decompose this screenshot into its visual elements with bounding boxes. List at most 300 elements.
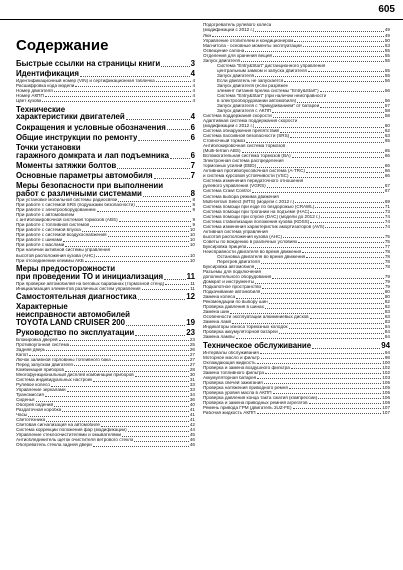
toc-section-heading[interactable]	[16, 182, 195, 198]
dot-leader	[247, 247, 383, 248]
dot-leader	[54, 406, 189, 407]
toc-entry-title: Замена шин	[203, 310, 230, 315]
toc-entry-title: Перегрев двигателя	[217, 259, 260, 264]
dot-leader	[298, 242, 384, 243]
dot-leader	[108, 236, 189, 237]
toc-entry-title: Проверка давления в шинах	[203, 305, 264, 310]
toc-entry-title: Цвет кузова	[16, 98, 42, 103]
toc-entry-title: Задняя дверь	[16, 347, 46, 352]
toc-entry[interactable]	[16, 343, 195, 348]
toc-entry[interactable]	[16, 254, 195, 259]
toc-page-number: 9	[192, 223, 195, 228]
toc-entry[interactable]	[203, 396, 390, 401]
toc-page-number: 83	[384, 320, 390, 325]
toc-page-number: 63	[384, 134, 390, 139]
toc-entry[interactable]	[16, 423, 195, 428]
toc-entry[interactable]	[16, 373, 195, 378]
toc-entry[interactable]	[16, 378, 195, 383]
dot-leader	[262, 288, 384, 289]
toc-entry[interactable]	[203, 295, 390, 300]
toc-entry-title: (Multi-terrain ABS)	[203, 149, 241, 154]
toc-entry-title: Аккумуляторная батарея	[203, 375, 257, 380]
toc-heading-line: гаражного домкрата и лап подъемника	[16, 151, 170, 160]
toc-entry[interactable]	[203, 200, 390, 205]
dot-leader	[136, 206, 192, 207]
toc-page-number: 4	[192, 78, 195, 83]
dot-leader	[242, 152, 384, 153]
toc-page-number: 27	[189, 362, 195, 367]
toc-page-number: 83	[384, 310, 390, 315]
dot-leader	[303, 46, 384, 47]
toc-entry[interactable]	[203, 391, 390, 396]
toc-entry[interactable]	[203, 174, 390, 179]
toc-entry-title: Буксировка прицепа	[203, 244, 247, 249]
toc-entry-title: Обогреватель стекла задней двери	[16, 443, 92, 448]
toc-page-number: 73	[384, 209, 390, 214]
toc-page-number: 74	[384, 224, 390, 229]
toc-page-number: 9	[192, 218, 195, 223]
toc-entry[interactable]	[203, 335, 390, 340]
toc-entry[interactable]	[203, 215, 390, 220]
toc-entry[interactable]	[203, 280, 390, 285]
toc-entry-title: Система изменения характеристик амортизаторов (AVS)	[203, 224, 325, 229]
toc-entry[interactable]	[203, 225, 390, 230]
toc-entry[interactable]	[203, 230, 390, 235]
toc-entry-title: Номер АКПП	[16, 93, 44, 98]
toc-entry[interactable]	[203, 265, 390, 270]
toc-page-number: 19	[186, 319, 195, 328]
toc-heading-line: Меры предосторожности	[16, 265, 116, 274]
toc-entry[interactable]	[16, 223, 195, 228]
toc-entry[interactable]	[203, 104, 390, 109]
dot-leader	[310, 212, 383, 213]
toc-heading-line: TOYOTA LAND CRUISER 200	[16, 319, 126, 328]
toc-entry-title: Антиблокировочная система тормозов	[203, 144, 286, 149]
toc-section-heading[interactable]	[16, 303, 195, 327]
dot-leader	[261, 263, 384, 264]
toc-entry-title: При работе с электрооборудованием	[16, 208, 96, 213]
toc-entry[interactable]	[16, 79, 195, 84]
dot-leader	[289, 388, 381, 389]
toc-entry[interactable]	[203, 74, 390, 79]
toc-entry[interactable]	[16, 213, 195, 218]
toc-entry[interactable]	[203, 169, 390, 174]
toc-entry[interactable]	[16, 438, 195, 443]
toc-entry[interactable]	[203, 351, 390, 356]
dot-leader	[257, 378, 381, 379]
toc-page-number: 11	[190, 286, 195, 291]
dot-leader	[28, 416, 189, 417]
toc-entry-title: При работе с маслами	[16, 243, 65, 248]
toc-entry[interactable]	[203, 139, 390, 144]
toc-page-number: 55	[384, 48, 390, 53]
toc-entry[interactable]	[203, 305, 390, 310]
toc-page-number: 78	[384, 254, 390, 259]
toc-page-number: 8	[192, 198, 195, 203]
toc-section-heading[interactable]	[16, 60, 195, 68]
dot-leader	[297, 102, 384, 103]
toc-entry[interactable]	[203, 210, 390, 215]
dot-leader	[65, 246, 189, 247]
toc-entry[interactable]	[203, 366, 390, 371]
dot-leader	[126, 119, 190, 120]
toc-entry-title: Освещение салона	[203, 48, 245, 53]
toc-entry-title: Моменты затяжки болтов	[16, 161, 117, 170]
toc-entry[interactable]	[16, 413, 195, 418]
toc-entry-title: (модификации с 2012 г.)	[203, 28, 255, 33]
toc-entry-title: Идентификационный номер (VIN) и сертификационная табличка	[16, 78, 155, 83]
toc-page-number: 30	[189, 372, 195, 377]
toc-entry-title: Запуск двигателя	[217, 73, 254, 78]
toc-entry[interactable]	[203, 411, 390, 416]
toc-entry[interactable]	[203, 260, 390, 265]
dot-leader	[112, 360, 189, 361]
toc-entry-title: Магнитола - основные моменты эксплуатации	[203, 43, 302, 48]
toc-entry[interactable]	[203, 285, 390, 290]
toc-entry[interactable]	[203, 376, 390, 381]
toc-entry[interactable]	[203, 149, 390, 154]
toc-entry[interactable]	[203, 270, 390, 275]
toc-entry[interactable]	[203, 114, 390, 119]
toc-entry-title: Проверка и замена приводных ремней агрегатов	[203, 400, 308, 405]
toc-page-number: 50	[384, 38, 390, 43]
toc-entry[interactable]	[203, 310, 390, 315]
toc-entry-title: Запуск двигателя с АКПП	[217, 108, 272, 113]
toc-entry[interactable]	[203, 94, 390, 99]
toc-entry-title: Активная система управления	[203, 229, 268, 234]
toc-entry-title: Рабочая жидкость АКПП	[203, 410, 256, 415]
toc-page-number: 66	[384, 174, 390, 179]
toc-entry[interactable]	[203, 315, 390, 320]
dot-leader	[283, 237, 384, 238]
toc-section-heading[interactable]	[16, 106, 195, 122]
dot-leader	[257, 413, 382, 414]
toc-page-number: 58	[384, 114, 390, 118]
toc-entry-title: Замена лампы	[203, 335, 235, 340]
toc-entry[interactable]	[16, 228, 195, 233]
toc-entry[interactable]	[203, 330, 390, 335]
toc-entry-title: Общие инструкции по ремонту	[16, 133, 138, 142]
toc-page-number: 80	[384, 295, 390, 300]
toc-entry-title: Сокращения и условные обозначения	[16, 123, 166, 132]
toc-entry-title: При работе с топливной системой	[16, 223, 90, 228]
toc-entry-title: Система помощи при трогании на подъеме (HAC)	[203, 209, 310, 214]
toc-entry[interactable]	[16, 353, 195, 358]
toc-page-number: 100	[382, 360, 390, 365]
toc-entry-title: Неисправности двигателя во время движения	[203, 249, 302, 254]
toc-entry[interactable]	[203, 361, 390, 366]
toc-entry[interactable]	[203, 144, 390, 149]
toc-entry[interactable]	[16, 348, 195, 353]
toc-entry-title: Остановка двигателя во время движения	[217, 254, 306, 259]
toc-entry[interactable]	[203, 119, 390, 124]
toc-page-number: 11	[190, 281, 195, 286]
toc-entry[interactable]	[16, 89, 195, 94]
toc-entry-title: Противоугонная система	[16, 342, 70, 347]
toc-entry[interactable]	[16, 233, 195, 238]
dot-leader	[118, 201, 191, 202]
toc-entry[interactable]	[16, 403, 195, 408]
toc-entry[interactable]	[16, 338, 195, 343]
toc-entry-title: Проверка натяжения приводного ремня	[203, 385, 288, 390]
toc-page-number: 102	[382, 365, 390, 370]
toc-page-number: 4	[192, 83, 195, 88]
toc-entry[interactable]	[16, 287, 195, 292]
toc-section-heading[interactable]	[16, 144, 195, 160]
toc-section-heading[interactable]	[16, 172, 195, 180]
toc-entry[interactable]	[203, 129, 390, 134]
dot-leader	[62, 411, 189, 412]
toc-entry[interactable]	[203, 255, 390, 260]
toc-page-number: 56	[384, 88, 390, 93]
toc-entry[interactable]	[203, 320, 390, 325]
toc-entry[interactable]	[203, 89, 390, 94]
toc-entry[interactable]	[16, 99, 195, 104]
dot-leader	[51, 386, 189, 387]
toc-entry-title: Подкачивание автомобиля	[203, 290, 261, 295]
dot-leader	[255, 127, 383, 128]
dot-leader	[82, 231, 189, 232]
toc-entry[interactable]	[203, 49, 390, 54]
toc-entry-title: Запуск двигателя	[203, 58, 240, 63]
toc-page-number: 4	[192, 88, 195, 93]
toc-entry[interactable]	[203, 245, 390, 250]
toc-page-number: 23	[189, 337, 195, 342]
dot-leader	[261, 293, 383, 294]
toc-heading-line: работ с различными системами	[16, 189, 142, 198]
toc-page-number: 82	[384, 305, 390, 310]
toc-entry[interactable]	[203, 23, 390, 28]
toc-page-number: 3	[190, 60, 195, 69]
toc-page-number: 28	[189, 367, 195, 372]
toc-page-number: 102	[382, 370, 390, 375]
toc-entry[interactable]	[203, 124, 390, 129]
toc-entry[interactable]	[203, 134, 390, 139]
dot-leader	[289, 328, 384, 329]
dot-leader	[310, 222, 384, 223]
toc-entry[interactable]	[203, 381, 390, 386]
toc-entry[interactable]	[203, 54, 390, 59]
dot-leader	[264, 383, 382, 384]
dot-leader	[321, 217, 384, 218]
dot-leader	[42, 101, 191, 102]
toc-page-number: 103	[382, 375, 390, 380]
toc-entry-title: Стояночный тормоз	[203, 139, 246, 144]
toc-entry-title: Индикаторы износа тормозных колодок	[203, 325, 288, 330]
toc-page-number: 6	[190, 123, 195, 132]
toc-page-number: 84	[384, 325, 390, 330]
toc-entry-title: Проверка свечей зажигания	[203, 380, 263, 385]
dot-leader	[54, 91, 192, 92]
toc-page-number: 10	[189, 253, 195, 258]
toc-entry[interactable]	[203, 69, 390, 74]
toc-page-number: 66	[384, 169, 390, 174]
toc-entry-title: Система "Entry&Start" (при наличии неисправности	[217, 93, 327, 98]
toc-entry[interactable]	[203, 184, 390, 189]
toc-page-number: 7	[190, 171, 195, 180]
toc-entry-title: Отделения для хранения вещей	[203, 53, 272, 58]
toc-entry[interactable]	[203, 64, 390, 69]
dot-leader	[80, 76, 190, 77]
dot-leader	[312, 348, 380, 349]
toc-entry-title: Рулевое колесо	[16, 383, 50, 387]
toc-page-number: 4	[190, 70, 195, 79]
toc-page-number: 80	[384, 290, 390, 295]
dot-leader	[280, 132, 384, 133]
toc-section-heading[interactable]	[203, 342, 390, 350]
toc-entry[interactable]	[16, 208, 195, 213]
toc-page-number: 65	[384, 149, 390, 154]
toc-entry[interactable]	[203, 154, 390, 159]
dot-leader	[252, 192, 384, 193]
toc-entry[interactable]	[16, 443, 195, 448]
toc-entry[interactable]	[16, 393, 195, 398]
toc-entry-title: высотой расположения кузова (AHC)	[203, 234, 283, 239]
toc-entry[interactable]	[203, 179, 390, 184]
toc-entry[interactable]	[16, 383, 195, 388]
dot-leader	[290, 137, 384, 138]
toc-entry[interactable]	[16, 259, 195, 264]
toc-entry[interactable]	[203, 205, 390, 210]
toc-page-number: 46	[189, 438, 195, 443]
toc-entry[interactable]	[16, 363, 195, 368]
toc-entry[interactable]	[16, 433, 195, 438]
toc-page-number: 12	[186, 293, 195, 302]
dot-leader	[246, 142, 383, 143]
toc-entry-title: Лючок заливной горловины топливного бака	[16, 357, 111, 362]
dot-leader	[154, 178, 190, 179]
dot-leader	[36, 401, 189, 402]
dot-leader	[267, 187, 384, 188]
toc-entry[interactable]	[16, 218, 195, 223]
dot-leader	[255, 76, 384, 77]
dot-leader	[257, 363, 382, 364]
dot-leader	[279, 333, 384, 334]
toc-page-number: 49	[384, 28, 390, 33]
toc-entry[interactable]	[203, 220, 390, 225]
toc-entry[interactable]	[203, 99, 390, 104]
toc-page-number: 7	[190, 161, 195, 170]
dot-leader	[293, 408, 382, 409]
toc-entry[interactable]	[203, 300, 390, 305]
toc-entry[interactable]	[203, 34, 390, 39]
dot-leader	[96, 256, 189, 257]
toc-entry[interactable]	[203, 386, 390, 391]
toc-section-heading[interactable]	[16, 162, 195, 170]
toc-entry[interactable]	[203, 290, 390, 295]
dot-leader	[245, 51, 384, 52]
toc-page-number: 107	[382, 410, 390, 415]
toc-entry[interactable]	[16, 358, 195, 363]
toc-section-heading[interactable]	[16, 265, 195, 281]
dot-leader	[45, 396, 189, 397]
toc-entry[interactable]	[203, 189, 390, 194]
toc-entry[interactable]	[16, 398, 195, 403]
toc-entry-title: Система Crawl Control	[203, 189, 251, 194]
toc-entry-title: Multi-terrain Select (MTS) (модели с 2012 г.)	[203, 199, 295, 204]
toc-entry[interactable]	[16, 238, 195, 243]
toc-entry-title: Система помощи при езде по бездорожью (CRAWL)	[203, 204, 315, 209]
toc-entry[interactable]	[203, 109, 390, 114]
toc-section-heading[interactable]	[16, 293, 195, 301]
toc-entry-title: Управление зеркалами	[16, 388, 66, 393]
toc-page-number: 40	[189, 403, 195, 408]
toc-entry[interactable]	[203, 159, 390, 164]
toc-entry[interactable]	[16, 243, 195, 248]
toc-entry-title: Система стабилизации положения кузова (KDSS)	[203, 219, 310, 224]
dot-leader	[265, 308, 384, 309]
page-title: Содержание	[16, 37, 109, 54]
toc-entry[interactable]	[203, 406, 390, 411]
toc-entry-title: При работе с шинами	[16, 238, 63, 243]
toc-entry[interactable]	[203, 44, 390, 49]
toc-entry[interactable]	[16, 94, 195, 99]
toc-entry[interactable]	[16, 282, 195, 287]
toc-entry-title: Капот	[16, 352, 29, 357]
toc-entry[interactable]	[16, 408, 195, 413]
toc-entry[interactable]	[203, 84, 390, 89]
toc-entry[interactable]	[16, 198, 195, 203]
toc-entry[interactable]	[203, 275, 390, 280]
toc-entry[interactable]	[203, 195, 390, 200]
toc-section-heading[interactable]	[16, 70, 195, 78]
toc-entry-title: Основные параметры автомобиля	[16, 171, 153, 180]
toc-heading-line: Технические	[16, 105, 66, 114]
toc-entry[interactable]	[203, 28, 390, 33]
toc-page-number: 74	[384, 219, 390, 224]
toc-page-number: 46	[189, 443, 195, 448]
toc-entry[interactable]	[16, 203, 195, 208]
toc-section-heading[interactable]	[16, 329, 195, 337]
toc-entry[interactable]	[203, 325, 390, 330]
dot-leader	[265, 373, 381, 374]
toc-entry-title: Подкапотное пространство	[203, 285, 262, 290]
toc-entry[interactable]	[203, 39, 390, 44]
toc-entry[interactable]	[16, 368, 195, 373]
toc-entry[interactable]	[203, 59, 390, 64]
toc-entry[interactable]	[203, 240, 390, 245]
toc-entry[interactable]	[203, 401, 390, 406]
dot-leader	[97, 211, 192, 212]
toc-entry[interactable]	[16, 428, 195, 433]
toc-page-number: 4	[190, 113, 195, 122]
toc-entry[interactable]	[203, 235, 390, 240]
toc-entry-title: Буксировка автомобиля	[203, 264, 255, 269]
toc-page-number: 60	[384, 124, 390, 129]
toc-page-number: 105	[382, 390, 390, 395]
toc-page-number: 41	[189, 418, 195, 423]
toc-section-heading[interactable]	[16, 134, 195, 142]
toc-entry[interactable]	[203, 356, 390, 361]
toc-entry[interactable]	[203, 250, 390, 255]
toc-entry[interactable]	[16, 248, 195, 253]
toc-section-heading[interactable]	[16, 124, 195, 132]
toc-page-number: 11	[186, 273, 195, 282]
toc-page-number: 82	[384, 300, 390, 305]
dot-leader	[255, 268, 384, 269]
toc-entry[interactable]	[203, 371, 390, 376]
toc-entry[interactable]	[16, 388, 195, 393]
toc-entry-title: (модификации с 2012 г.)	[203, 124, 255, 129]
toc-entry[interactable]	[16, 84, 195, 89]
toc-page-number: 75	[384, 234, 390, 239]
toc-page-number: 56	[384, 78, 390, 83]
toc-heading-line: Точки установки	[16, 143, 81, 152]
dot-leader	[142, 289, 190, 290]
toc-entry[interactable]	[203, 164, 390, 169]
toc-entry[interactable]	[203, 79, 390, 84]
toc-entry[interactable]	[16, 418, 195, 423]
